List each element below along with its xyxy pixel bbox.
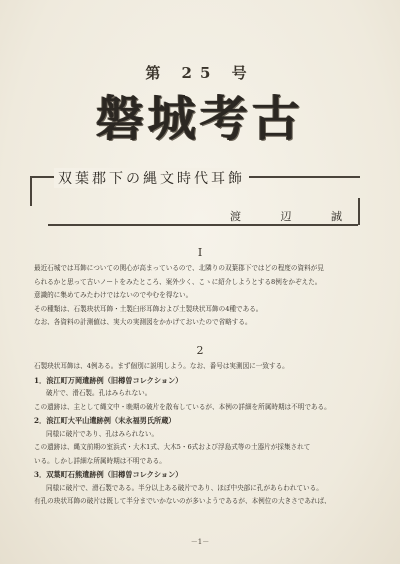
issue-number: 第 25 号: [145, 64, 255, 82]
section-2-number: 2: [196, 344, 204, 357]
item-3-heading: 3．双葉町石熊遺跡例（旧樽曽コレクション）: [34, 470, 183, 479]
text-line: られるかと思って古いノートをみたところ、案外少く、こゝに紹介しようとする8例をかぞえた。: [34, 277, 322, 286]
item-2-heading: 2．浪江町大平山遺跡例（末永福男氏所蔵）: [34, 416, 176, 425]
text-line: この遺跡は、主として縄文中・晩期の破片を散布しているが、本例の詳細を所属時期は不明である。: [34, 402, 331, 411]
section-2-intro: 石製玦状耳飾は、4例ある。まず個別に説明しよう。なお、番号は実測図に一致する。: [34, 362, 289, 370]
text-line: 最近石城では耳飾についての関心が高まっているので、北隣りの双葉郡下ではどの程度の資料が見: [34, 264, 324, 272]
text-line: いる。しかし詳細な所属時期は不明である。: [34, 456, 166, 465]
section-2-body: [34, 360, 379, 509]
text-line: 同様に破片であり、孔はみられない。: [46, 429, 159, 438]
page-number: －1－: [190, 538, 210, 546]
journal-title: 磐城考古: [95, 91, 304, 147]
article-title-box: [30, 168, 370, 234]
text-line: なお、各資料の計測値は、実大の実測図をかかげておいたので省略する。: [34, 318, 252, 326]
article-author: 渡 辺 誠: [230, 210, 360, 223]
text-line: 意識的に集めてみたわけではないのでやむを得ない。: [34, 291, 193, 299]
text-line: 有孔の玦状耳飾の破片は既して半分までいかないのが多いようであるが、本例位の大きさであれば、: [34, 497, 331, 505]
title-frame-bottom: [48, 224, 358, 226]
title-frame-left: [30, 176, 32, 206]
text-line: 同様に破片で、滑石製である。半分以上ある破片であり、ほぼ中央部に孔があらわれている。: [46, 483, 323, 492]
text-line: この遺跡は、縄文前期の室浜式・大木1式、大木5・6式および浮島式等の土器片が採集されて: [34, 443, 311, 451]
section-1-body: [34, 262, 379, 330]
section-1-number: I: [197, 246, 203, 259]
text-line: その種類は、石製玦状耳飾・土製臼形耳飾および土製玦状耳飾の4種である。: [34, 304, 263, 313]
item-1-heading: 1．浪江町万岡遺跡例（旧樽曽コレクション）: [34, 375, 183, 385]
text-line: 破片で、滑石製。孔はみられない。: [46, 389, 152, 397]
article-title: 双葉郡下の縄文時代耳飾: [54, 168, 249, 188]
